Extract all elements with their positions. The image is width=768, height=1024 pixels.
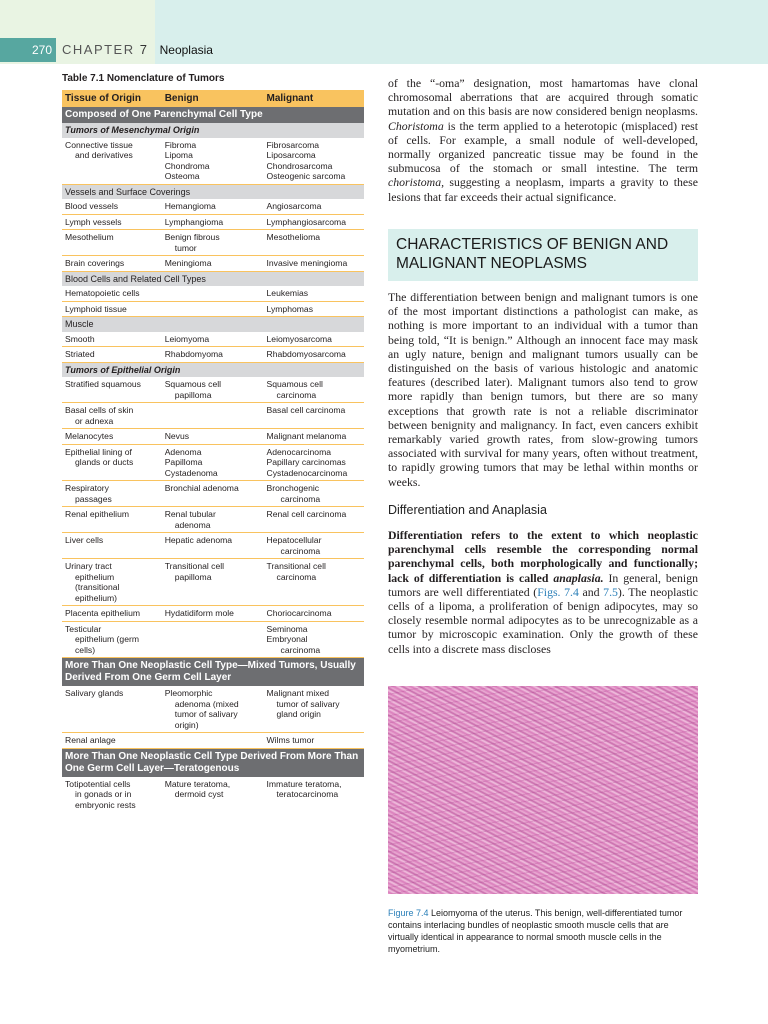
table-cell: suggesting a neoplasm, imparts a gravity to these lesions that far exceeds their actual significance. (388, 175, 698, 204)
table-cell: Lymphomas (264, 301, 364, 317)
paragraph-anaplasia (388, 528, 698, 656)
table-cell: Basal cells of skin (65, 405, 134, 415)
paragraph-hamartoma (388, 76, 698, 204)
table-cell: Hemangioma (162, 199, 264, 214)
table-cell: carcinoma (280, 644, 321, 655)
table-cell: Blood Cells and Related Cell Types (65, 273, 206, 284)
table-cell: Composed of One Parenchymal Cell Type (65, 109, 263, 120)
table-cell: or adnexa (75, 415, 114, 426)
table-cell: Angiosarcoma (264, 199, 364, 214)
table-cell: Striated (62, 347, 162, 363)
table-cell: Leukemias (264, 286, 364, 301)
table-cell: tumor of salivary (174, 709, 238, 719)
table-cell: papilloma (174, 571, 212, 582)
table-cell: Pleomorphic (164, 688, 213, 698)
table-cell: Mature teratoma, (164, 778, 231, 789)
table-cell: Cystadenoma (164, 467, 218, 478)
table-cell: Meningioma (162, 256, 264, 272)
table-cell: Rhabdomyoma (162, 347, 264, 363)
table-cell: Embryonal (266, 634, 308, 644)
table-cell: Renal epithelium (62, 507, 162, 533)
table-cell: Nevus (162, 429, 264, 445)
table-cell: Choristoma (388, 118, 444, 133)
table-cell: Malignant melanoma (264, 429, 364, 445)
table-row (62, 559, 364, 606)
table-cell: and derivatives (75, 150, 133, 160)
table-cell: Lipoma (164, 150, 193, 160)
nomenclature-table (62, 90, 364, 812)
table-cell: Benign fibrous (164, 232, 220, 242)
table-cell: adenoma (174, 519, 211, 530)
table-cell: Urinary tract (65, 561, 112, 571)
table-cell (162, 733, 264, 749)
subsection-row (62, 317, 364, 332)
table-cell: choristoma, (388, 175, 445, 190)
chapter-number: 7 (139, 42, 149, 57)
table-cell: tumor (174, 242, 197, 253)
table-cell: epithelium (germ (75, 634, 139, 644)
table-row (62, 256, 364, 272)
subsection-row (62, 184, 364, 199)
table-cell: (transitional (75, 582, 120, 592)
subsection-row (62, 271, 364, 286)
table-cell: Hepatic adenoma (162, 533, 264, 559)
table-cell: Adenocarcinoma (266, 446, 332, 457)
table-row (62, 403, 364, 429)
table-cell: Liposarcoma (266, 150, 316, 160)
table-cell: Leiomyoma of the uterus. This benign, well-differentiated tumor contains interlacing bundles of neoplastic smooth muscle cells that are virtually identical in appearance to normal smooth muscle cells in the myometrium. (388, 908, 683, 954)
table-cell: Testicular (65, 623, 102, 634)
table-cell: teratocarcinoma (276, 789, 339, 799)
table-cell: Choriocarcinoma (264, 606, 364, 622)
table-cell: Leiomyoma (162, 332, 264, 347)
subsection-row (62, 362, 364, 377)
table-cell: Connective tissue (65, 139, 133, 150)
table-cell: Invasive meningioma (264, 256, 364, 272)
table-row (62, 230, 364, 256)
table-cell: Bronchogenic (266, 483, 320, 493)
figure-link[interactable]: 7.5 (603, 584, 618, 599)
figure-leiomyoma-micrograph (388, 686, 698, 894)
section-row (62, 658, 364, 687)
table-cell: Bronchial adenoma (162, 481, 264, 507)
table-cell: passages (75, 493, 112, 504)
table-cell: Squamous cell (164, 379, 222, 389)
table-cell: Rhabdomyosarcoma (264, 347, 364, 363)
table-cell: Salivary glands (62, 686, 162, 733)
table-header (62, 90, 364, 107)
section-row (62, 107, 364, 123)
table-row (62, 733, 364, 749)
table-cell: Chondrosarcoma (266, 160, 333, 171)
running-head (62, 42, 213, 57)
table-cell: dermoid cyst (174, 789, 224, 799)
table-cell: is the term applied to a heterotopic (misplaced) rest of cells. For example, a small nodule of well-developed, normally organized pancreatic tissue may be found in the submucosa of the stomach or small intestine. The term (388, 118, 698, 176)
table-row (62, 621, 364, 658)
table-row (62, 444, 364, 481)
table-cell: Stratified squamous (62, 377, 162, 403)
table-cell: embryonic rests (75, 799, 136, 810)
table-cell: Malignant (266, 93, 314, 104)
table-row (62, 606, 364, 622)
table-cell: origin) (174, 719, 199, 730)
table-cell: carcinoma (276, 389, 317, 400)
table-cell: Papillary carcinomas (266, 457, 346, 467)
table-cell: in gonads or in (75, 789, 132, 799)
table-row (62, 777, 364, 813)
table-cell: Basal cell carcinoma (264, 403, 364, 429)
table-cell: Tumors of Epithelial Origin (65, 364, 181, 375)
section-title: CHARACTERISTICS OF BENIGN AND MALIGNANT NEOPLASMS (388, 229, 698, 281)
table-row (62, 347, 364, 363)
table-cell: Lymph vessels (62, 214, 162, 230)
table-cell: Hepatocellular (266, 535, 322, 545)
chapter-title: Neoplasia (159, 43, 213, 57)
page-number: 270 (0, 38, 56, 62)
table-cell: adenoma (mixed (174, 698, 239, 709)
table-cell: Totipotential cells (65, 778, 131, 789)
table-cell: Transitional cell (266, 561, 326, 571)
table-caption: Table 7.1 Nomenclature of Tumors (62, 73, 225, 84)
table-cell: Blood vessels (62, 199, 162, 214)
table-row (62, 429, 364, 445)
table-cell: Mesothelioma (264, 230, 364, 256)
table-cell: Melanocytes (62, 429, 162, 445)
subsection-heading: Differentiation and Anaplasia (388, 503, 547, 517)
table-cell: of the “-oma” designation, most hamartomas have clonal chromosomal aberrations that are acquired through somatic mutation and on this basis are now considered benign neoplasms. (388, 76, 698, 119)
table-cell: Hematopoietic cells (62, 286, 162, 301)
section-row (62, 748, 364, 777)
table-cell: carcinoma (276, 571, 317, 582)
table-row (62, 301, 364, 317)
table-cell: More Than One Neoplastic Cell Type Derived From More Than One Germ Cell Layer—Teratogenous (65, 750, 359, 774)
table-row (62, 199, 364, 214)
table-cell: Osteoma (164, 171, 200, 181)
table-cell: Immature teratoma, (266, 778, 342, 789)
table-cell: Papilloma (164, 457, 203, 467)
table-cell: Mesothelium (62, 230, 162, 256)
table-row (62, 533, 364, 559)
table-cell: Renal tubular (164, 509, 216, 519)
table-cell: In general, benign tumors are well differentiated ( (388, 570, 698, 599)
table-cell: Differentiation refers to the extent to which neoplastic parenchymal cells resemble the corresponding normal parenchymal cells, both morphologically and functionally; lack of differentiation is called (388, 528, 698, 585)
table-cell: tumor of salivary (276, 698, 340, 709)
table-cell: cells) (75, 644, 96, 655)
table-cell: Lymphoid tissue (62, 301, 162, 317)
table-cell: Fibroma (164, 139, 197, 150)
table-cell: Cystadenocarcinoma (266, 467, 348, 478)
table-cell: Hydatidiform mole (162, 606, 264, 622)
table-cell: Tumors of Mesenchymal Origin (65, 125, 200, 135)
table-cell: Epithelial lining of (65, 446, 132, 457)
table-cell: Brain coverings (62, 256, 162, 272)
table-cell: glands or ducts (75, 457, 134, 467)
table-cell: Squamous cell (266, 379, 323, 389)
table-row (62, 214, 364, 230)
table-cell: Osteogenic sarcoma (266, 171, 346, 181)
table-row (62, 138, 364, 185)
table-row (62, 686, 364, 733)
figure-caption (388, 907, 698, 955)
table-cell: Vessels and Surface Coverings (65, 186, 191, 197)
table-cell: Malignant mixed (266, 688, 330, 698)
table-row (62, 481, 364, 507)
table-cell: Renal anlage (62, 733, 162, 749)
table-cell: ). The neoplastic cells of a lipoma, a proliferation of benign adipocytes, may so closely resemble normal adipocytes as to be unrecognizable as a tumor by microscopic examination. Only the growth of these cells into a discrete mass discloses (388, 584, 698, 656)
table-cell: Chondroma (164, 160, 210, 171)
table-cell: epithelium (75, 571, 115, 582)
table-row (62, 286, 364, 301)
table-cell: Benign (164, 93, 199, 104)
table-row (62, 507, 364, 533)
table-row (62, 332, 364, 347)
table-cell: Lymphangioma (162, 214, 264, 230)
table-cell: Wilms tumor (264, 733, 364, 749)
table-cell (162, 286, 264, 301)
table-cell: More Than One Neoplastic Cell Type—Mixed Tumors, Usually Derived From One Germ Cell Layer (65, 660, 356, 683)
table-cell: Liver cells (62, 533, 162, 559)
table-cell: and (578, 584, 604, 599)
table-cell: Seminoma (266, 623, 308, 634)
table-cell (162, 403, 264, 429)
table-cell: carcinoma (280, 493, 321, 504)
paragraph-differentiation-intro: The differentiation between benign and malignant tumors is one of the most important distinctions a pathologist can make, as nothing is more important to an individual with a tumor than being told, “It is benign.” Although an innocent face may mask an ugly nature, benign and malignant tumors usually can be distinguished on the basis of various histologic and anatomic features (described later). Malignant tumors also tend to grow more rapidly than benign tumors, but there are so many exceptions that growth rate is not a reliable discriminator between benignity and malignancy. In fact, even cancers exhibit remarkably varied growth rates, from slow-growing tumors associated with survival for many years, often without treatment, to rapidly growing tumors that may be lethal within months or weeks. (388, 290, 698, 489)
table-cell: Figure 7.4 (388, 908, 429, 918)
table-cell: Lymphangiosarcoma (264, 214, 364, 230)
table-cell: epithelium) (75, 592, 118, 603)
table-cell: gland origin (276, 709, 321, 719)
table-cell: Leiomyosarcoma (264, 332, 364, 347)
figure-link[interactable]: Figs. 7.4 (537, 584, 579, 599)
table-cell: Transitional cell (164, 561, 225, 571)
table-cell: Placenta epithelium (62, 606, 162, 622)
table-cell: anaplasia. (553, 570, 604, 585)
table-row (62, 377, 364, 403)
table-cell: papilloma (174, 389, 212, 400)
table-cell: Muscle (65, 319, 94, 329)
table-cell: Fibrosarcoma (266, 139, 320, 150)
table-cell: Renal cell carcinoma (264, 507, 364, 533)
table-cell: carcinoma (280, 545, 321, 556)
table-cell: Adenoma (164, 446, 202, 457)
table-cell (162, 301, 264, 317)
table-cell: Tissue of Origin (65, 93, 141, 104)
subsection-row (62, 123, 364, 138)
table-cell: Respiratory (65, 483, 109, 493)
table-cell: Smooth (62, 332, 162, 347)
chapter-word: CHAPTER (62, 42, 135, 57)
